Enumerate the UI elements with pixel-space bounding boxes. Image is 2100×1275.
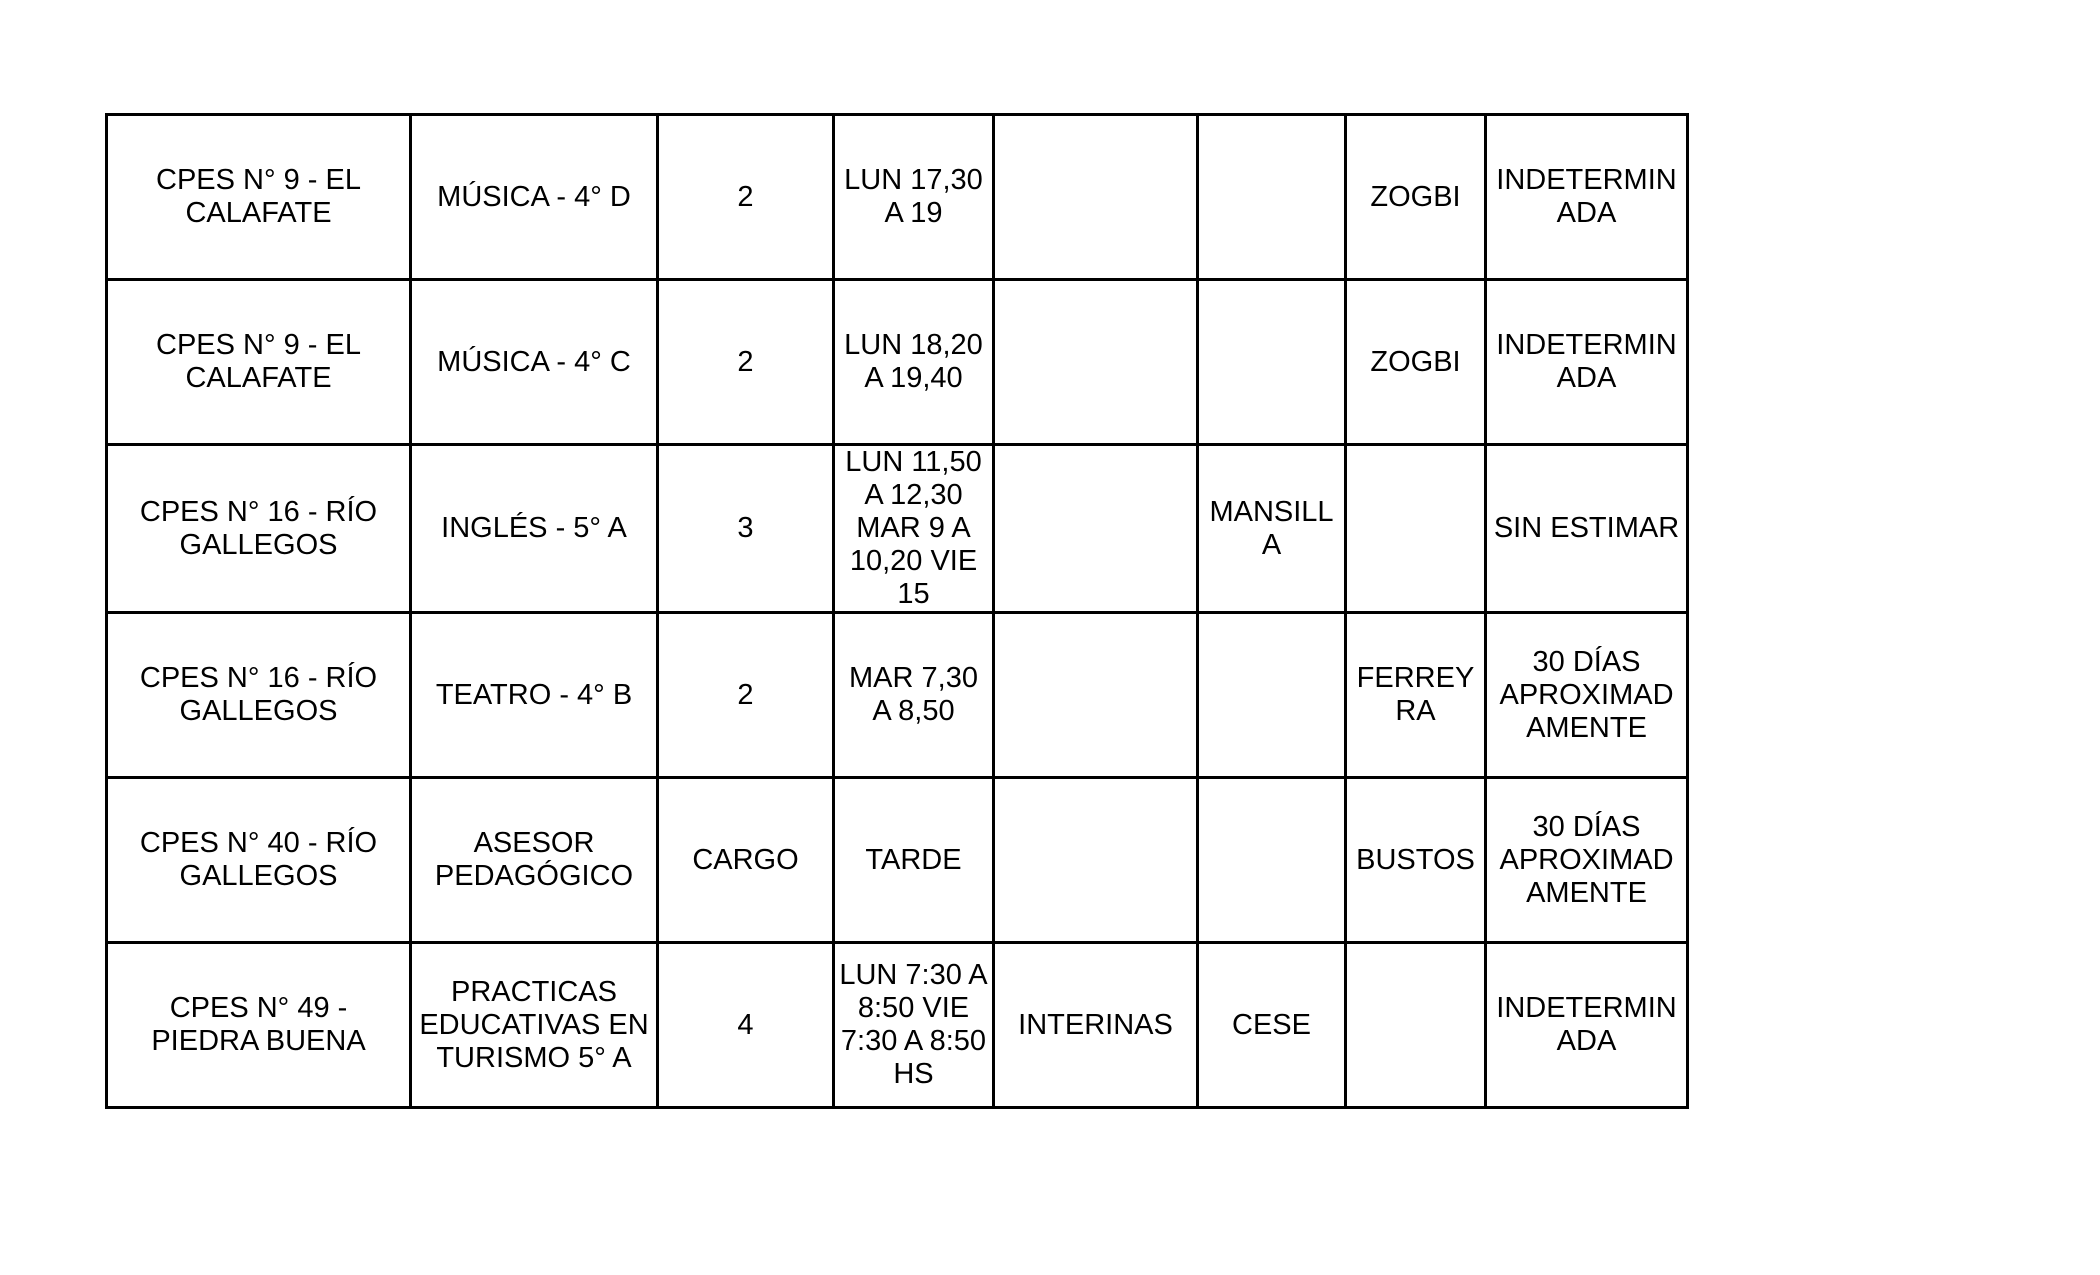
teacher-cell [1346, 115, 1486, 280]
school-cell [107, 613, 411, 778]
status-text: INTERINAS [1018, 1008, 1173, 1041]
duration-cell [1486, 778, 1688, 943]
vacancies-table [105, 113, 1689, 1109]
duration-cell [1486, 445, 1688, 613]
hours-cell [658, 115, 834, 280]
duration-text: INDETERMINADA [1496, 992, 1677, 1057]
school-cell [107, 943, 411, 1108]
school-cell [107, 115, 411, 280]
reason-text: MANSILLA [1209, 495, 1334, 561]
school-cell [107, 778, 411, 943]
duration-text: INDETERMINADA [1496, 329, 1677, 394]
hours-cell [658, 778, 834, 943]
schedule-cell [834, 280, 994, 445]
status-cell [994, 613, 1198, 778]
teacher-cell [1346, 613, 1486, 778]
teacher-text: FERREYRA [1356, 662, 1475, 727]
school-cell [107, 445, 411, 613]
teacher-cell [1346, 943, 1486, 1108]
school-text: CPES N° 9 - EL CALAFATE [156, 164, 361, 229]
schedule-text: MAR 7,30 A 8,50 [849, 662, 978, 727]
teacher-cell [1346, 445, 1486, 613]
teacher-text: ZOGBI [1370, 180, 1461, 213]
subject-cell [411, 445, 658, 613]
school-text: CPES N° 40 - RÍO GALLEGOS [139, 827, 378, 892]
hours-text: 2 [737, 345, 754, 378]
duration-text: 30 DÍAS APROXIMADAMENTE [1499, 645, 1674, 744]
duration-cell [1486, 613, 1688, 778]
subject-text: MÚSICA - 4° D [437, 180, 631, 213]
schedule-cell [834, 115, 994, 280]
status-cell [994, 445, 1198, 613]
subject-text: ASESOR PEDAGÓGICO [434, 827, 634, 892]
hours-cell [658, 280, 834, 445]
subject-text: MÚSICA - 4° C [437, 345, 631, 378]
subject-cell [411, 613, 658, 778]
duration-text: 30 DÍAS APROXIMADAMENTE [1499, 810, 1674, 909]
reason-cell [1198, 943, 1346, 1108]
schedule-cell [834, 445, 994, 613]
subject-text: INGLÉS - 5° A [441, 512, 627, 544]
subject-text: TEATRO - 4° B [435, 678, 633, 711]
schedule-text: LUN 11,50 A 12,30 MAR 9 A 10,20 VIE 15 [845, 446, 982, 610]
reason-cell [1198, 115, 1346, 280]
teacher-cell [1346, 280, 1486, 445]
schedule-cell [834, 778, 994, 943]
subject-cell [411, 778, 658, 943]
duration-cell [1486, 115, 1688, 280]
status-cell [994, 280, 1198, 445]
reason-cell [1198, 613, 1346, 778]
subject-cell [411, 280, 658, 445]
subject-cell [411, 943, 658, 1108]
status-cell [994, 115, 1198, 280]
hours-text: 4 [737, 1008, 754, 1041]
school-cell [107, 280, 411, 445]
hours-text: CARGO [692, 843, 799, 876]
table-body [107, 115, 1688, 1108]
duration-cell [1486, 943, 1688, 1108]
teacher-text: BUSTOS [1356, 843, 1475, 876]
duration-cell [1486, 280, 1688, 445]
teacher-cell [1346, 778, 1486, 943]
table-row [107, 778, 1688, 943]
school-text: CPES N° 49 - PIEDRA BUENA [151, 992, 366, 1057]
table-row [107, 445, 1688, 613]
hours-text: 2 [737, 180, 754, 213]
school-text: CPES N° 16 - RÍO GALLEGOS [139, 495, 378, 561]
hours-cell [658, 943, 834, 1108]
reason-cell [1198, 778, 1346, 943]
duration-text: INDETERMINADA [1496, 164, 1677, 229]
status-cell [994, 943, 1198, 1108]
subject-cell [411, 115, 658, 280]
schedule-text: LUN 7:30 A 8:50 VIE 7:30 A 8:50 HS [839, 959, 988, 1090]
table-row [107, 280, 1688, 445]
table-row [107, 943, 1688, 1108]
schedule-cell [834, 943, 994, 1108]
schedule-text: LUN 18,20 A 19,40 [844, 329, 983, 394]
schedule-text: TARDE [865, 843, 962, 876]
hours-text: 3 [737, 512, 754, 544]
status-cell [994, 778, 1198, 943]
hours-cell [658, 445, 834, 613]
reason-cell [1198, 280, 1346, 445]
subject-text: PRACTICAS EDUCATIVAS EN TURISMO 5° A [419, 975, 649, 1074]
schedule-text: LUN 17,30 A 19 [844, 164, 983, 229]
school-text: CPES N° 9 - EL CALAFATE [156, 329, 361, 394]
reason-text: CESE [1232, 1008, 1311, 1041]
table-row [107, 613, 1688, 778]
reason-cell [1198, 445, 1346, 613]
schedule-cell [834, 613, 994, 778]
table-row [107, 115, 1688, 280]
hours-text: 2 [737, 678, 754, 711]
hours-cell [658, 613, 834, 778]
teacher-text: ZOGBI [1370, 345, 1461, 378]
duration-text: SIN ESTIMAR [1493, 512, 1680, 544]
school-text: CPES N° 16 - RÍO GALLEGOS [139, 662, 378, 727]
